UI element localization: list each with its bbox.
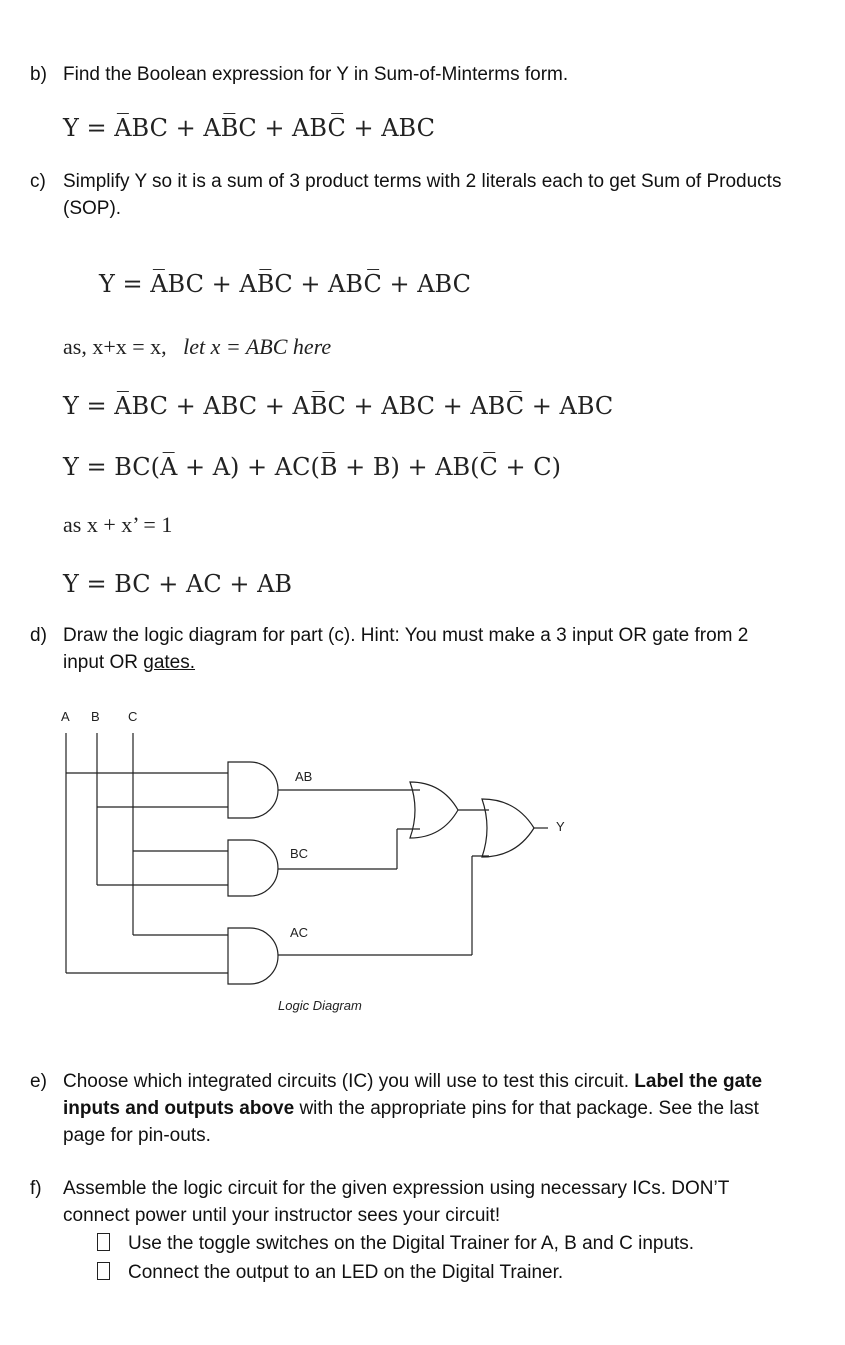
question-d-underlined: gates. (143, 652, 196, 673)
question-c-line1: Simplify Y so it is a sum of 3 product terms with 2 literals each to get Sum of Products (63, 171, 782, 192)
question-d-line1: Draw the logic diagram for part (c). Hint: You must make a 3 input OR gate from 2 (63, 625, 749, 646)
question-f-line2: connect power until your instructor sees your circuit! (63, 1205, 501, 1226)
question-b-label: b) (30, 64, 47, 85)
checkbox-icon (97, 1233, 110, 1251)
diagram-caption: Logic Diagram (278, 998, 362, 1013)
idempotent-note-plain: as, x+x = x, (63, 334, 167, 359)
question-e-line1: Choose which integrated circuits (IC) you will use to test this circuit. (63, 1071, 635, 1092)
and-gate-bc (228, 840, 278, 896)
question-e-line2: with the appropriate pins for that package. See the last (294, 1098, 759, 1119)
question-c-line2: (SOP). (63, 198, 122, 219)
question-b-text: Find the Boolean expression for Y in Sum-of-Minterms form. (63, 64, 569, 85)
bullet-text-2: Connect the output to an LED on the Digital Trainer. (128, 1262, 564, 1283)
complement-note: as x + x’ = 1 (63, 512, 173, 537)
output-label-y: Y (556, 819, 565, 834)
gate-label-ac: AC (290, 925, 309, 940)
equation-step3: Y = BC(A̅ + A) + AC(B̅ + B) + AB(C̅ + C) (63, 453, 561, 481)
question-e-bold2: inputs and outputs above (63, 1098, 295, 1119)
question-f-label: f) (30, 1178, 42, 1199)
or-gate-2 (482, 799, 534, 857)
and-gate-ab (228, 762, 278, 818)
input-label-a: A (61, 709, 70, 724)
bullet-text-1: Use the toggle switches on the Digital Trainer for A, B and C inputs. (128, 1233, 695, 1254)
list-item (97, 1259, 563, 1286)
question-e-label: e) (30, 1071, 47, 1092)
question-c-label: c) (30, 171, 46, 192)
equation-result: Y = BC + AC + AB (63, 570, 293, 598)
input-label-b: B (91, 709, 100, 724)
list-item (97, 1230, 694, 1257)
equation-minterms: Y = A̅BC + AB̅C + ABC̅ + ABC (63, 114, 435, 142)
checkbox-icon (97, 1262, 110, 1280)
question-f-line1: Assemble the logic circuit for the given expression using necessary ICs. DON’T (63, 1178, 730, 1199)
question-d-line2: input OR (63, 652, 144, 673)
input-label-c: C (128, 709, 138, 724)
and-gate-ac (228, 928, 278, 984)
equation-step1: Y = A̅BC + AB̅C + ABC̅ + ABC (99, 270, 471, 298)
idempotent-note-italic: let x = ABC here (183, 334, 332, 359)
equation-step2: Y = A̅BC + ABC + AB̅C + ABC + ABC̅ + ABC (63, 392, 614, 420)
question-e-bold1: Label the gate (634, 1071, 763, 1092)
gate-label-ab: AB (295, 769, 313, 784)
question-d-label: d) (30, 625, 47, 646)
question-e-line3: page for pin-outs. (63, 1125, 211, 1146)
gate-label-bc: BC (290, 846, 309, 861)
